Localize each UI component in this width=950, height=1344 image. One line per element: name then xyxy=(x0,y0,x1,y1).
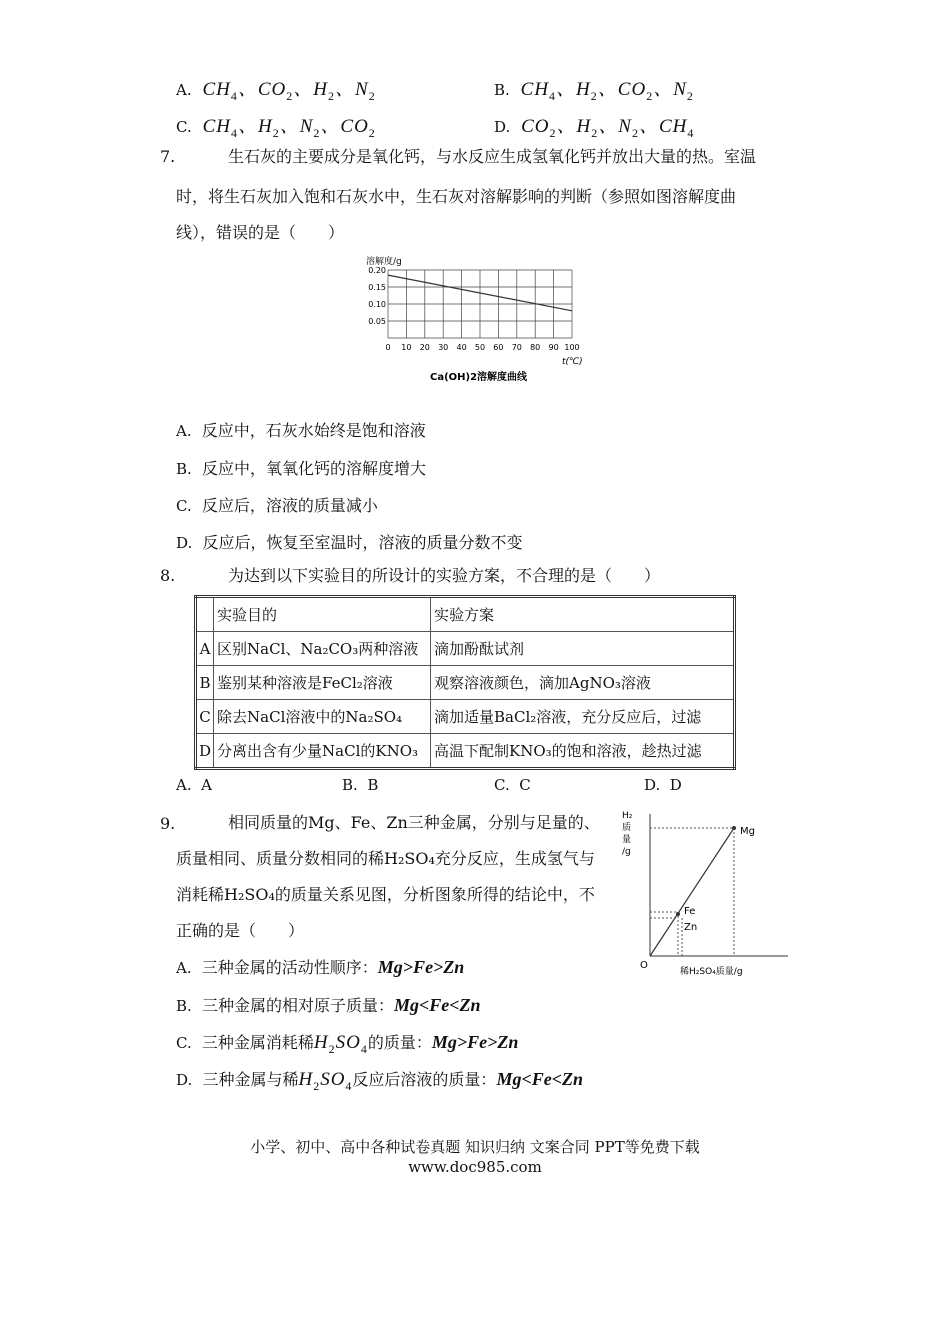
table-row xyxy=(196,700,735,734)
q6-option-b: B. $CH_4$、$H_2$、$CO_2$、$N_2$ xyxy=(494,79,694,103)
table-row xyxy=(196,734,735,769)
chart-x-tick-label: 80 xyxy=(530,343,541,352)
graph-ylabel-mass: 质 xyxy=(622,823,632,833)
graph-label-mg: Mg xyxy=(740,826,755,837)
q9-option-d-h2so4: $H_2SO_4$ xyxy=(298,1069,353,1093)
chart-x-tick-label: 90 xyxy=(548,343,559,352)
q9-stem-line3: 消耗稀H₂SO₄的质量关系见图，分析图象所得的结论中，不 xyxy=(176,885,595,904)
q9-stem-line4: 正确的是（ ） xyxy=(176,921,305,940)
graph-ylabel-h2: H₂ xyxy=(622,811,633,821)
graph-ylabel-mass2: 量 xyxy=(622,835,632,845)
q8-option-a: A. A xyxy=(176,776,212,794)
chart-y-tick-label: 0.05 xyxy=(368,317,386,326)
q7-stem-line3: 线），错误的是（ ） xyxy=(176,223,345,242)
graph-origin: O xyxy=(640,960,648,971)
q9-option-c-h2so4: $H_2SO_4$ xyxy=(313,1032,368,1056)
chart-y-tick-label: 0.15 xyxy=(368,283,386,292)
chart-x-tick-label: 40 xyxy=(456,343,467,352)
q9-stem-line2: 质量相同、质量分数相同的稀H₂SO₄充分反应，生成氢气与 xyxy=(176,849,595,868)
table-header-cell xyxy=(196,597,214,632)
q9-stem-line1: 相同质量的Mg、Fe、Zn三种金属，分别与足量的、 xyxy=(228,813,600,832)
table-header-cell: 实验方案 xyxy=(431,597,735,632)
table-cell: D xyxy=(196,734,214,769)
chart-x-tick-label: 70 xyxy=(511,343,522,352)
h2-mass-graph xyxy=(620,806,800,986)
q7-option-b: B. 反应中，氧氧化钙的溶解度增大 xyxy=(176,459,426,478)
table-header-cell: 实验目的 xyxy=(214,597,431,632)
q8-option-d: D. D xyxy=(644,776,682,794)
table-cell: 区别NaCl、Na₂CO₃两种溶液 xyxy=(214,632,431,666)
graph-label-zn: Zn xyxy=(684,922,698,933)
chart-title: Ca(OH)2溶解度曲线 xyxy=(430,372,528,383)
table-cell: A xyxy=(196,632,214,666)
chart-x-tick-label: 30 xyxy=(438,343,449,352)
q9-option-a: A. 三种金属的活动性顺序：Mg>Fe>Zn xyxy=(176,957,465,977)
footer-line1: 小学、初中、高中各种试卷真题 知识归纳 文案合同 PPT等免费下载 xyxy=(250,1138,700,1156)
chart-x-tick-label: 50 xyxy=(474,343,486,352)
q9-number: 9. xyxy=(160,814,176,833)
chart-x-tick-label: 20 xyxy=(419,343,430,352)
q7-stem-line2: 时，将生石灰加入饱和石灰水中，生石灰对溶解影响的判断（参照如图溶解度曲 xyxy=(176,187,737,206)
table-cell: 高温下配制KNO₃的饱和溶液，趁热过滤 xyxy=(431,734,735,769)
graph-label-fe: Fe xyxy=(684,906,696,917)
table-cell: 除去NaCl溶液中的Na₂SO₄ xyxy=(214,700,431,734)
chart-x-tick-label: 10 xyxy=(401,343,412,352)
q6-option-a: A. $CH_4$、$CO_2$、$H_2$、$N_2$ xyxy=(176,79,376,103)
solubility-chart xyxy=(360,252,600,392)
table-cell: 鉴别某种溶液是FeCl₂溶液 xyxy=(214,666,431,700)
table-row xyxy=(196,666,735,700)
chart-ylabel: 溶解度/g xyxy=(366,257,402,267)
chart-x-tick-label: 0 xyxy=(385,343,391,352)
chart-y-tick-label: 0.20 xyxy=(368,266,386,275)
q6-option-c-formula: $CH_4$、$H_2$、$N_2$、$CO_2$ xyxy=(196,116,376,140)
q9-option-b-formula: Mg<Fe<Zn xyxy=(393,995,481,1015)
q7-option-a: A. 反应中，石灰水始终是饱和溶液 xyxy=(176,421,426,440)
q7-number: 7. xyxy=(160,147,176,166)
q6-option-c: C. $CH_4$、$H_2$、$N_2$、$CO_2$ xyxy=(176,116,376,140)
graph-xlabel: 稀H₂SO₄质量/g xyxy=(680,967,743,977)
graph-main-line xyxy=(650,828,734,956)
q8-option-c: C. C xyxy=(494,776,531,794)
q6-option-b-formula: $CH_4$、$H_2$、$CO_2$、$N_2$ xyxy=(514,79,694,103)
table-header-row xyxy=(196,597,735,632)
q6-option-a-formula: $CH_4$、$CO_2$、$H_2$、$N_2$ xyxy=(196,79,376,103)
q7-stem-line1: 生石灰的主要成分是氧化钙，与水反应生成氢氧化钙并放出大量的热。室温 xyxy=(228,147,757,166)
table-cell: C xyxy=(196,700,214,734)
table-cell: B xyxy=(196,666,214,700)
table-cell: 滴加酚酞试剂 xyxy=(431,632,735,666)
table-cell: 滴加适量BaCl₂溶液，充分反应后，过滤 xyxy=(431,700,735,734)
q9-option-a-formula: Mg>Fe>Zn xyxy=(377,957,465,977)
chart-x-tick-label: 100 xyxy=(564,343,580,352)
chart-x-tick-label: 60 xyxy=(493,343,504,352)
q7-option-c: C. 反应后，溶液的质量减小 xyxy=(176,496,378,515)
q9-option-d-formula: Mg<Fe<Zn xyxy=(496,1069,583,1089)
q6-option-d-formula: $CO_2$、$H_2$、$N_2$、$CH_4$ xyxy=(515,116,695,140)
graph-mg-point xyxy=(732,826,736,830)
q8-option-b: B. B xyxy=(342,776,379,794)
graph-ylabel-unit: /g xyxy=(622,847,631,857)
q9-option-b: B. 三种金属的相对原子质量：Mg<Fe<Zn xyxy=(176,995,481,1015)
table-cell: 观察溶液颜色，滴加AgNO₃溶液 xyxy=(431,666,735,700)
q6-option-d: D. $CO_2$、$H_2$、$N_2$、$CH_4$ xyxy=(494,116,695,140)
experiment-table xyxy=(194,595,736,770)
chart-xlabel: t(℃) xyxy=(562,357,583,367)
table-row xyxy=(196,632,735,666)
q9-option-c: C. 三种金属消耗稀$H_2SO_4$的质量：Mg>Fe>Zn xyxy=(176,1032,519,1056)
table-cell: 分离出含有少量NaCl的KNO₃ xyxy=(214,734,431,769)
chart-ticks xyxy=(368,266,579,352)
q9-option-c-formula: Mg>Fe>Zn xyxy=(431,1032,519,1052)
q8-number: 8. xyxy=(160,566,176,585)
q8-stem: 为达到以下实验目的所设计的实验方案，不合理的是（ ） xyxy=(228,566,661,585)
chart-y-tick-label: 0.10 xyxy=(368,300,386,309)
graph-fe-point xyxy=(676,912,680,916)
footer-url[interactable]: www.doc985.com xyxy=(408,1158,542,1176)
q7-option-d: D. 反应后，恢复至室温时，溶液的质量分数不变 xyxy=(176,533,523,552)
q9-option-d: D. 三种金属与稀$H_2SO_4$反应后溶液的质量：Mg<Fe<Zn xyxy=(176,1069,583,1093)
